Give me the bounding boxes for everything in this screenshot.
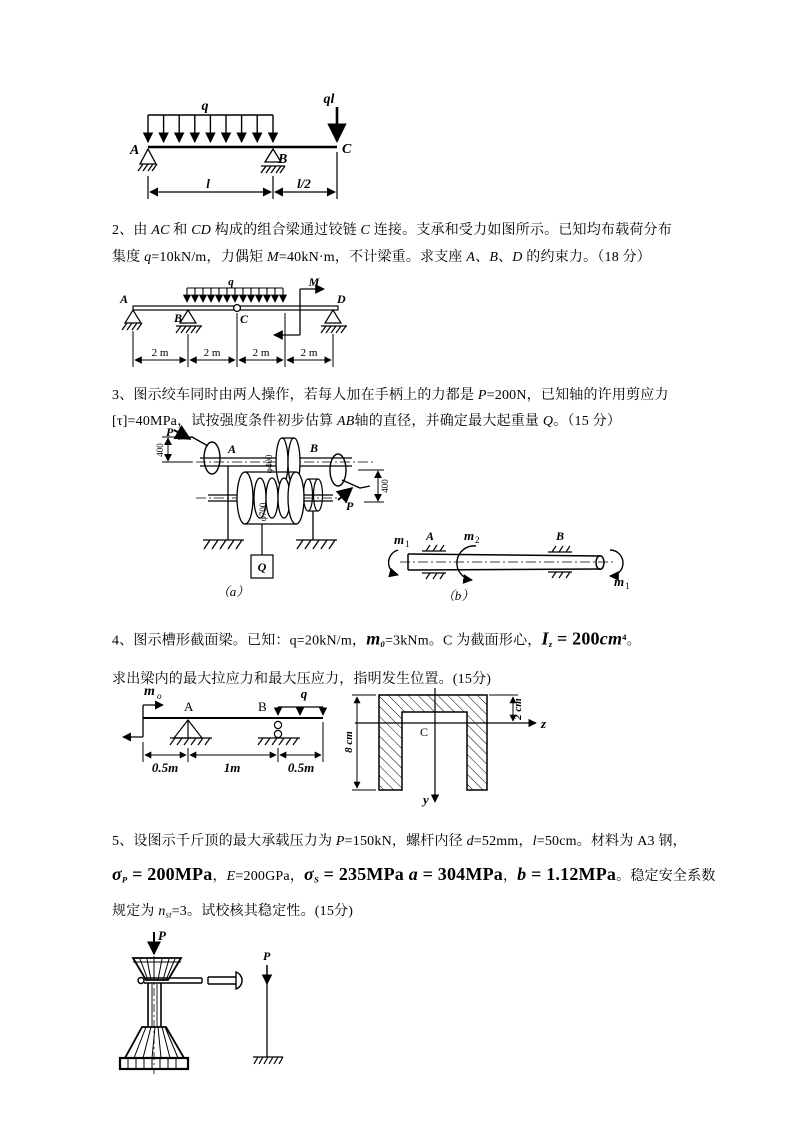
text-run: S: [313, 874, 319, 885]
text-run: q: [144, 250, 152, 265]
text-run: 和: [169, 223, 192, 238]
torque-m1-right-arrow: [610, 550, 623, 576]
text-run: 求出梁内的最大拉应力和最大压应力，指明发生位置。(15分): [112, 671, 492, 687]
text-run: Q: [542, 414, 554, 429]
jack-screw-column: [148, 983, 161, 1027]
problem-3-line-1: [112, 383, 690, 409]
text-run: 规定为: [112, 903, 159, 919]
dim-400-left: [162, 437, 192, 462]
torque-m2-arrow: [457, 546, 476, 580]
torque-m2-label: m: [464, 528, 475, 543]
drum-700: [237, 472, 304, 524]
text-run: AB: [337, 414, 355, 429]
text-run: a: [408, 864, 418, 884]
load-q-label: q: [201, 99, 209, 114]
text-run: 轴的直径，并确定最大起重量: [354, 414, 543, 429]
point-b-label: B: [258, 699, 267, 714]
text-run: 0: [380, 638, 385, 649]
moment-m0-label: m: [144, 684, 155, 699]
text-run: =50cm。材料为 A3 钢，: [536, 834, 687, 849]
gear-400-label: φ400: [264, 454, 274, 474]
figure-composite-beam: [118, 275, 398, 379]
problem-2-line-1: [112, 217, 690, 244]
caption-a: （a）: [216, 584, 250, 599]
text-run: m: [366, 628, 381, 649]
problem-2-line-2: [112, 244, 690, 271]
text-run: M: [267, 250, 279, 265]
load-q-label: q: [228, 276, 234, 288]
point-b-label: B: [310, 441, 319, 455]
text-run: =150kN，螺杆内径: [344, 834, 467, 849]
text-run: n: [158, 903, 166, 919]
point-a-label: A: [130, 143, 140, 158]
jack-cup: [133, 958, 181, 980]
hinge-c: [234, 305, 241, 312]
text-run: P: [121, 874, 128, 885]
dim-400-left-label: 400: [155, 443, 165, 457]
dim-2m-4: 2 m: [300, 347, 318, 359]
dim-2cm-label: 2 cm: [512, 698, 524, 720]
figure-beam-q-ql: [118, 92, 378, 210]
distributed-load-q: [187, 288, 283, 302]
point-a-label: A: [228, 442, 237, 456]
point-b-label: B: [174, 311, 183, 325]
text-run: 的约束力。（18 分）: [522, 250, 651, 265]
text-run: z: [548, 638, 553, 649]
dim-l-label: l: [206, 176, 210, 191]
roller-support-d: [321, 310, 347, 333]
text-run: σ: [112, 864, 122, 884]
problem-5-line-2: [112, 858, 716, 896]
pin-support-a: [138, 149, 157, 171]
point-a-label: A: [184, 699, 194, 714]
point-c-label: C: [240, 312, 249, 326]
text-run: C: [360, 223, 371, 238]
distributed-load-q: [278, 707, 323, 715]
dimension-lines: [143, 722, 323, 762]
centroid-c-label: C: [420, 725, 429, 739]
text-run: 4、图示槽形截面梁。已知：q=20kN/m，: [112, 633, 367, 649]
text-run: 。稳定安全系数: [616, 869, 716, 884]
right-crank-handle: [330, 454, 370, 488]
force-p-left-label: P: [166, 425, 174, 439]
distributed-load-q: [148, 115, 273, 142]
pin-support-a: [170, 720, 212, 745]
point-c-label: C: [342, 142, 352, 157]
force-p-right-label: P: [263, 949, 271, 963]
text-run: =3kNm。C 为截面形心，: [384, 633, 542, 649]
text-run: =200GPa，: [235, 869, 305, 884]
text-run: A: [466, 250, 476, 265]
text-run: = 235MPa: [318, 864, 409, 884]
text-run: =40kN·m，不计梁重。求支座: [278, 250, 467, 265]
weight-q-label: Q: [257, 560, 267, 574]
left-crank-handle: [178, 437, 220, 474]
moment-m-label: M: [308, 275, 320, 289]
torque-m1-right-sub: 1: [625, 581, 630, 591]
point-a-label: A: [426, 529, 435, 543]
torque-m1-left-arrow: [389, 550, 398, 575]
dim-8cm: [352, 695, 376, 790]
problem-5-line-3: [112, 896, 692, 931]
column-model-ground: [253, 1057, 283, 1064]
figure-jack: [108, 928, 343, 1083]
load-q-label: q: [300, 686, 308, 701]
point-a-label: A: [120, 292, 129, 306]
caption-b: （b）: [441, 588, 475, 603]
text-run: ，: [212, 869, 227, 884]
text-run: P: [335, 834, 345, 849]
text-run: d: [466, 834, 474, 849]
text-run: I: [541, 628, 549, 649]
point-b-label: B: [556, 529, 565, 543]
dim-2m-1: 2 m: [151, 347, 169, 359]
torque-m1-left-label: m: [394, 532, 405, 547]
figure-channel-beam: [108, 682, 558, 817]
y-axis-label: y: [423, 792, 429, 807]
text-run: 3、图示绞车同时由两人操作，若每人加在手柄上的力都是: [112, 388, 478, 403]
problem-4-line-1: [112, 620, 692, 662]
text-run: σ: [304, 864, 314, 884]
problem-5-text: [112, 826, 716, 930]
text-run: = 1.12MPa: [526, 864, 617, 884]
torque-m1-left-sub: 1: [405, 539, 410, 549]
dim-1m: 1m: [223, 760, 241, 775]
figure-winch: [148, 425, 398, 608]
problem-2-text: [112, 217, 690, 271]
point-b-label: B: [278, 152, 288, 167]
text-run: AC: [151, 223, 170, 238]
dim-400-right-label: 400: [380, 479, 390, 493]
text-run: CD: [191, 223, 212, 238]
text-run: D: [512, 250, 523, 265]
z-axis-label: z: [541, 716, 547, 731]
roller-support-b: [258, 721, 300, 745]
dim-l-half-label: l/2: [297, 176, 311, 191]
text-run: =52mm，: [473, 834, 533, 849]
text-run: =10kN/m，力偶矩: [151, 250, 267, 265]
moment-m0-sub: o: [157, 691, 162, 701]
text-run: [τ]=40MPa，试按强度条件初步估算: [112, 414, 337, 429]
text-run: 集度: [112, 250, 145, 265]
torque-m2-sub: 2: [475, 535, 480, 545]
dim-2m-2: 2 m: [203, 347, 221, 359]
force-p-right-label: P: [346, 499, 354, 513]
text-run: 2、由: [112, 223, 152, 238]
dim-8cm-label: 8 cm: [343, 731, 355, 753]
text-run: = 200: [552, 628, 600, 649]
text-run: cm: [599, 628, 623, 649]
drum-700-label: φ700: [258, 502, 268, 522]
text-run: b: [517, 864, 527, 884]
text-run: = 200MPa: [127, 864, 213, 884]
force-p-left-arrow: [174, 430, 190, 439]
text-run: ，: [502, 869, 518, 884]
text-run: 5、设图示千斤顶的最大承载压力为: [112, 834, 336, 849]
torque-m1-right-label: m: [614, 574, 625, 589]
text-run: E: [226, 869, 236, 884]
dim-05m-right: 0.5m: [287, 760, 315, 775]
text-run: P: [477, 388, 487, 403]
text-run: = 304MPa: [417, 864, 503, 884]
text-run: 。（15 分）: [553, 414, 622, 429]
figure-shaft-torques: [388, 518, 638, 618]
text-run: st: [165, 909, 172, 920]
text-run: l: [532, 834, 537, 849]
point-d-label: D: [337, 292, 346, 306]
channel-section: [379, 695, 487, 790]
problem-5-line-1: [112, 826, 692, 858]
moment-couple-m: [274, 289, 324, 335]
text-run: 连接。支承和受力如图所示。已知均布载荷分布: [370, 223, 672, 238]
force-p-left-label: P: [158, 928, 166, 943]
text-run: 、: [475, 250, 490, 265]
text-run: B: [489, 250, 499, 265]
text-run: 、: [498, 250, 513, 265]
text-run: 构成的组合梁通过铰链: [211, 223, 361, 238]
text-run: =200N，已知轴的许用剪应力: [486, 388, 669, 403]
text-run: 。: [626, 633, 641, 649]
load-ql-label: ql: [323, 92, 335, 107]
dim-2m-3: 2 m: [252, 347, 270, 359]
moment-couple-m0: [123, 705, 163, 737]
pin-support-a: [122, 310, 142, 330]
text-run: 4: [622, 632, 627, 642]
dim-05m-left: 0.5m: [151, 760, 179, 775]
text-run: =3。试校核其稳定性。(15分): [171, 903, 354, 919]
